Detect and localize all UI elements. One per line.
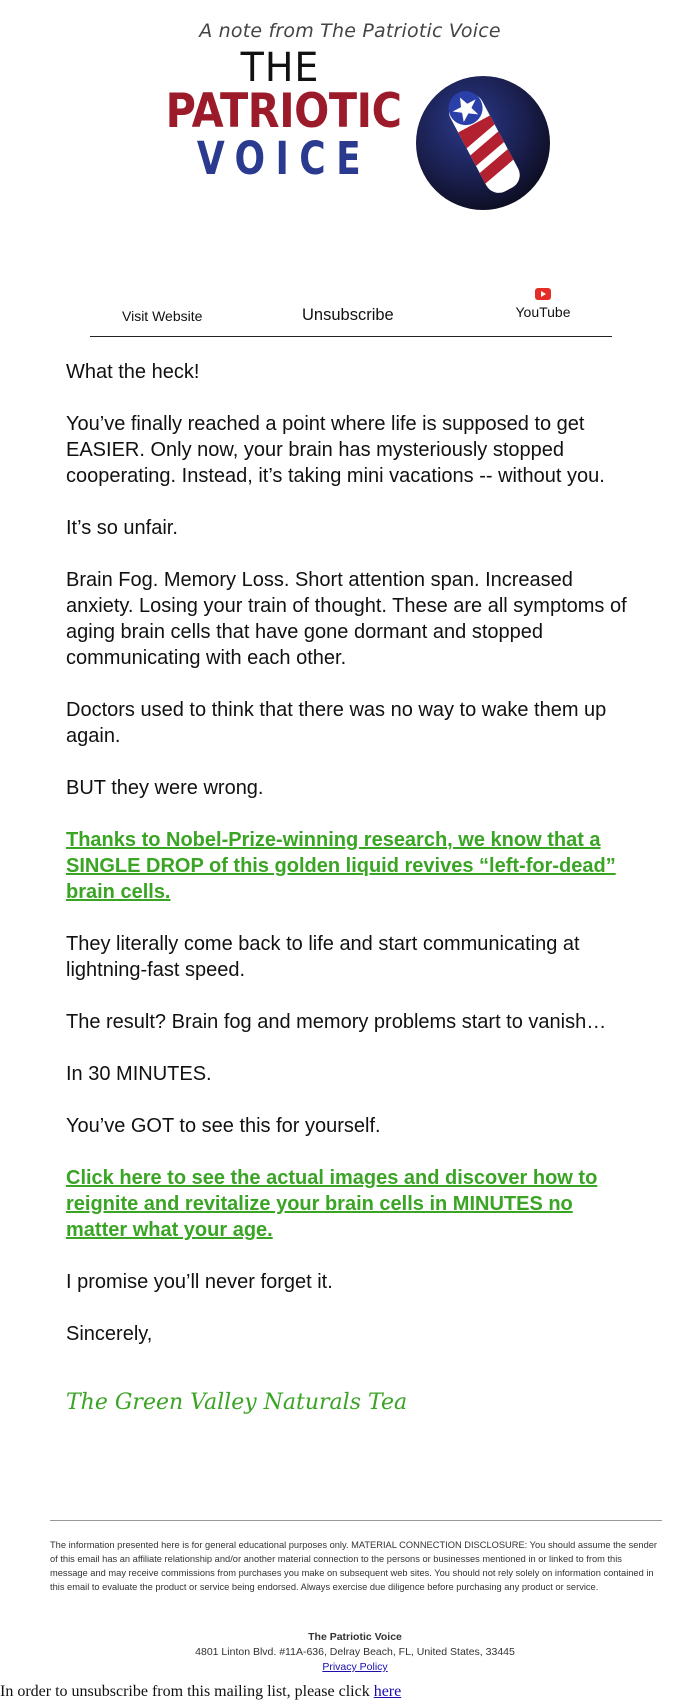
signature: [66, 1373, 700, 1433]
youtube-icon: [535, 288, 551, 300]
paragraph-unfair: It’s so unfair.: [66, 517, 178, 539]
youtube-link[interactable]: [508, 288, 578, 320]
paragraph-intro: You’ve finally reached a point where life is supposed to get EASIER. Only now, your brain has mysteriously stopped cooperating. Instead, it’s taking mini vacations -- without you.: [66, 413, 605, 487]
privacy-policy-link[interactable]: Privacy Policy: [322, 1661, 388, 1673]
microphone-emblem-icon: [414, 74, 552, 212]
paragraph-result: The result? Brain fog and memory problems start to vanish…: [66, 1011, 607, 1033]
closing: Sincerely,: [66, 1323, 153, 1345]
signature-image: [66, 1373, 406, 1429]
brand-logo[interactable]: [0, 45, 700, 198]
header-nav: [90, 288, 612, 337]
unsubscribe-here-link[interactable]: here: [373, 1683, 402, 1700]
signature-text: The Green Valley Naturals Team: [66, 1390, 406, 1415]
paragraph-symptoms: Brain Fog. Memory Loss. Short attention span. Increased anxiety. Losing your train of thought. These are all symptoms of aging brain cells that have gone dormant and stopped communicating with each other.: [66, 569, 627, 669]
logo-line-voice: VOICE: [196, 132, 372, 185]
unsubscribe-text: In order to unsubscribe from this mailing list, please click: [0, 1683, 370, 1700]
disclaimer: The information presented here is for general educational purposes only. MATERIAL CONNECTION DISCLOSURE: You should assume the sender of this email has an affiliate relationship and/or another material connection to the persons or businesses mentioned in or linked to from this message and may receive commissions from purchases you make on subsequent web sites. You should not rely solely on information contained in this email to evaluate the product or service being endorsed. Always exercise due diligence before purchasing any product or service.: [50, 1540, 658, 1592]
footer-street: 4801 Linton Blvd. #11A-636, Delray Beach, FL, United States, 33445: [195, 1646, 515, 1658]
click-here-link[interactable]: Click here to see the actual images and discover how to reignite and revitalize your brain cells in MINUTES no matter what your age.: [66, 1167, 598, 1241]
paragraph-doctors: Doctors used to think that there was no way to wake them up again.: [66, 699, 607, 747]
logo-wordmark: [150, 45, 410, 185]
paragraph-wrong: BUT they were wrong.: [66, 777, 264, 799]
paragraph-see: You’ve GOT to see this for yourself.: [66, 1115, 381, 1137]
unsubscribe-footer: [0, 1683, 401, 1701]
paragraph-promise: I promise you’ll never forget it.: [66, 1271, 333, 1293]
email-body: [66, 359, 636, 1347]
research-link[interactable]: Thanks to Nobel-Prize-winning research, we know that a SINGLE DROP of this golden liquid revives “left-for-dead” brain cells.: [66, 829, 616, 903]
youtube-label: YouTube: [515, 304, 571, 320]
visit-website-link[interactable]: Visit Website: [122, 308, 203, 324]
paragraph-life: They literally come back to life and start communicating at lightning-fast speed.: [66, 933, 580, 981]
logo-line-the: THE: [240, 45, 320, 91]
footer-divider: [50, 1520, 662, 1521]
footer-company: The Patriotic Voice: [308, 1631, 402, 1643]
footer-address: [0, 1630, 700, 1675]
paragraph-greeting: What the heck!: [66, 361, 200, 383]
header-note: A note from The Patriotic Voice: [199, 20, 501, 42]
logo-line-patriotic: PATRIOTIC: [165, 84, 402, 139]
unsubscribe-link[interactable]: Unsubscribe: [302, 306, 394, 324]
paragraph-minutes: In 30 MINUTES.: [66, 1063, 212, 1085]
